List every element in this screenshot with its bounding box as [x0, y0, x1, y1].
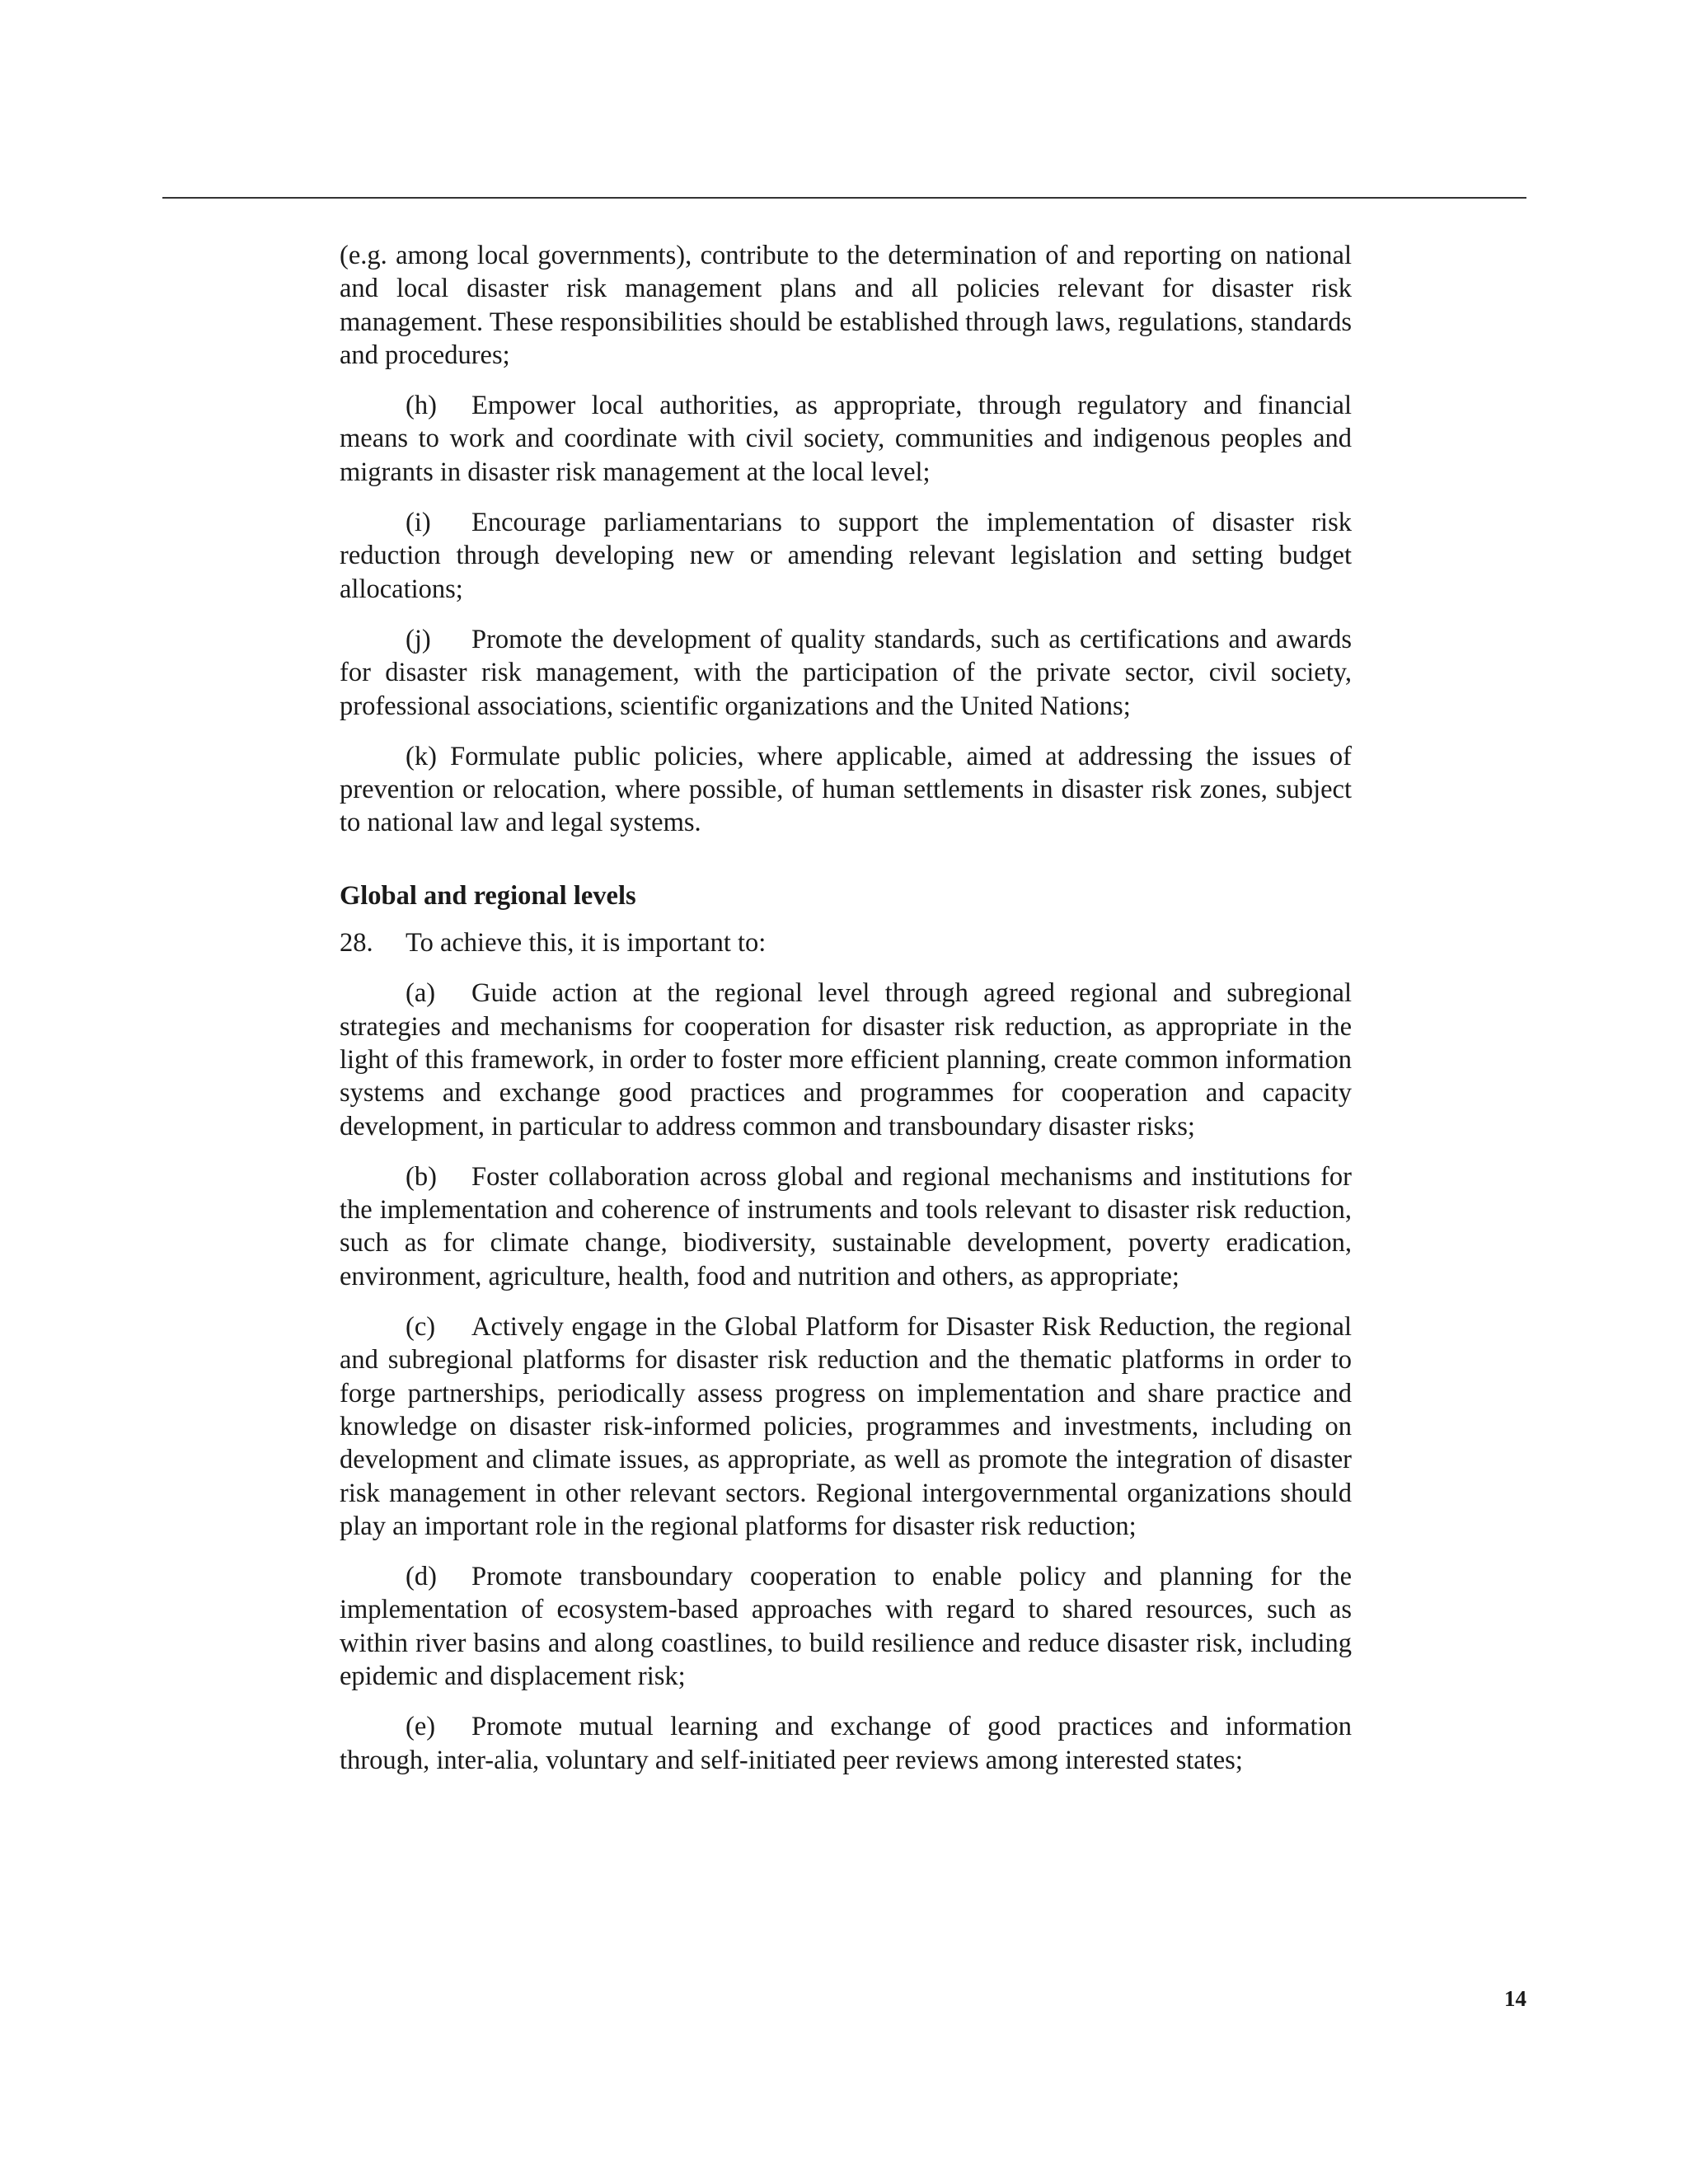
- item-text: Promote transboundary cooperation to enable policy and planning for the implementation of ecosystem-based approaches with regard to shared resources, such as within river basins and along coastlines, to build resilience and reduce disaster risk, including epidemic and displacement risk;: [340, 1562, 1352, 1691]
- page-number: 14: [1504, 1986, 1526, 2011]
- document-body: [340, 239, 1352, 1794]
- list-item-i: [340, 506, 1352, 606]
- section-heading: Global and regional levels: [340, 880, 636, 911]
- paragraph-text: To achieve this, it is important to:: [406, 928, 767, 958]
- item-label: (c): [406, 1312, 436, 1343]
- item-label: (d): [406, 1562, 437, 1592]
- list-item-j: [340, 623, 1352, 723]
- list-item-h: [340, 389, 1352, 489]
- item-label: (a): [406, 978, 436, 1009]
- item-label: (b): [406, 1161, 437, 1192]
- list-item-k: (k) Formulate public policies, where applicable, aimed at addressing the issues of prevention or relocation, where possible, of human settlements in disaster risk zones, subject to national law and legal systems.: [340, 741, 1352, 838]
- list-item-d: [340, 1560, 1352, 1693]
- list-item-b: [340, 1160, 1352, 1293]
- continued-paragraph: (e.g. among local governments), contribute to the determination of and reporting on national and local disaster risk management plans and all policies relevant for disaster risk management. These responsibilities should be established through laws, regulations, standards and procedures;: [340, 241, 1352, 370]
- item-text: Empower local authorities, as appropriate, through regulatory and financial means to work and coordinate with civil society, communities and indigenous peoples and migrants in disaster risk management at the local level;: [340, 391, 1352, 487]
- item-label: (j): [406, 624, 431, 654]
- item-label: (h): [406, 391, 437, 421]
- item-text: Actively engage in the Global Platform for Disaster Risk Reduction, the regional and subregional platforms for disaster risk reduction and the thematic platforms in order to forge partnerships, periodically assess progress on implementation and share practice and knowledge on disaster risk-informed policies, programmes and investments, including on development and climate issues, as appropriate, as well as promote the integration of disaster risk management in other relevant sectors. Regional intergovernmental organizations should play an important role in the regional platforms for disaster risk reduction;: [340, 1312, 1352, 1541]
- paragraph-28: [340, 926, 1352, 959]
- list-item-c: [340, 1310, 1352, 1543]
- item-label: (i): [406, 508, 431, 538]
- item-text: Guide action at the regional level through agreed regional and subregional strategies and mechanisms for cooperation for disaster risk reduction, as appropriate in the light of this framework, in order to foster more efficient planning, create common information systems and exchange good practices and programmes for cooperation and capacity development, in particular to address common and transboundary disaster risks;: [340, 978, 1352, 1141]
- item-text: Promote the development of quality standards, such as certifications and awards for disaster risk management, with the participation of the private sector, civil society, professional associations, scientific organizations and the United Nations;: [340, 624, 1352, 721]
- item-text: Encourage parliamentarians to support the implementation of disaster risk reduction through developing new or amending relevant legislation and setting budget allocations;: [340, 508, 1352, 604]
- list-item-a: [340, 977, 1352, 1142]
- item-text: Foster collaboration across global and regional mechanisms and institutions for the implementation and coherence of instruments and tools relevant to disaster risk reduction, such as for climate change, biodiversity, sustainable development, poverty eradication, environment, agriculture, health, food and nutrition and others, as appropriate;: [340, 1161, 1352, 1291]
- item-label: (e): [406, 1712, 436, 1742]
- item-text: Promote mutual learning and exchange of good practices and information through, inter-alia, voluntary and self-initiated peer reviews among interested states;: [340, 1712, 1352, 1775]
- header-rule: [162, 197, 1526, 199]
- list-item-e: [340, 1710, 1352, 1777]
- paragraph-number: 28.: [340, 928, 373, 958]
